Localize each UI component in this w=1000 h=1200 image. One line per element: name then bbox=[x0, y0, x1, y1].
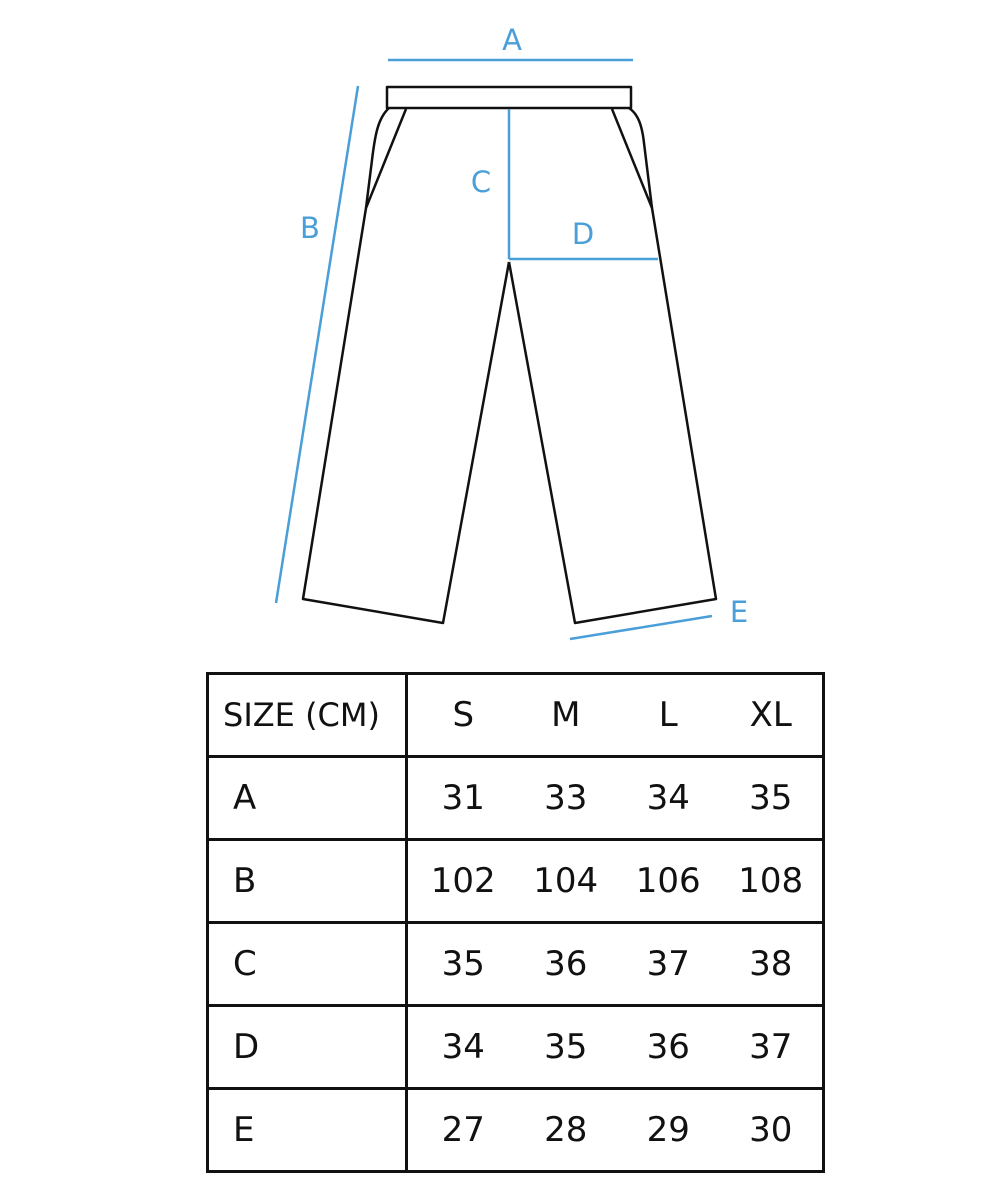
size-table-header bbox=[208, 674, 824, 757]
measure-line-b bbox=[276, 86, 358, 603]
row-label: D bbox=[233, 1027, 260, 1067]
size-chart-table bbox=[206, 672, 825, 1173]
cell-value: 36 bbox=[544, 944, 588, 984]
row-values-cell bbox=[407, 840, 824, 923]
measure-label-c: C bbox=[470, 165, 492, 199]
size-header-m: M bbox=[551, 695, 581, 735]
measure-label-a: A bbox=[502, 23, 522, 57]
cell-value: 104 bbox=[533, 861, 599, 901]
cell-value: 34 bbox=[441, 1027, 485, 1067]
right-leg-outline bbox=[509, 108, 716, 623]
cell-value: 30 bbox=[749, 1110, 793, 1150]
waistband bbox=[387, 87, 631, 108]
cell-value: 102 bbox=[430, 861, 496, 901]
cell-value: 31 bbox=[441, 778, 485, 818]
table-row bbox=[208, 923, 824, 1006]
size-header-label: SIZE (CM) bbox=[223, 696, 380, 734]
size-header-s: S bbox=[452, 695, 475, 735]
cell-value: 33 bbox=[544, 778, 588, 818]
cell-value: 27 bbox=[441, 1110, 485, 1150]
cell-value: 108 bbox=[738, 861, 804, 901]
measure-label-b: B bbox=[300, 211, 320, 245]
size-header-xl: XL bbox=[749, 695, 792, 735]
table-row bbox=[208, 1089, 824, 1172]
row-label-cell bbox=[208, 1089, 407, 1172]
cell-value: 37 bbox=[749, 1027, 793, 1067]
measure-label-e: E bbox=[729, 595, 749, 629]
cell-value: 38 bbox=[749, 944, 793, 984]
row-label: E bbox=[233, 1110, 255, 1150]
row-label: C bbox=[233, 944, 257, 984]
row-label-cell bbox=[208, 1006, 407, 1089]
table-row bbox=[208, 757, 824, 840]
row-label-cell bbox=[208, 757, 407, 840]
cell-value: 35 bbox=[544, 1027, 588, 1067]
table-row bbox=[208, 1006, 824, 1089]
row-values-cell bbox=[407, 923, 824, 1006]
row-label: B bbox=[233, 861, 257, 901]
row-label-cell bbox=[208, 840, 407, 923]
size-header-values-cell bbox=[407, 674, 824, 757]
cell-value: 28 bbox=[544, 1110, 588, 1150]
size-header-label-cell bbox=[208, 674, 407, 757]
measure-label-d: D bbox=[571, 217, 595, 251]
table-row bbox=[208, 840, 824, 923]
row-values-cell bbox=[407, 757, 824, 840]
row-label: A bbox=[233, 778, 257, 818]
cell-value: 36 bbox=[646, 1027, 690, 1067]
cell-value: 34 bbox=[646, 778, 690, 818]
size-header-l: L bbox=[658, 695, 678, 735]
cell-value: 29 bbox=[646, 1110, 690, 1150]
row-values-cell bbox=[407, 1089, 824, 1172]
cell-value: 106 bbox=[635, 861, 701, 901]
row-label-cell bbox=[208, 923, 407, 1006]
cell-value: 35 bbox=[441, 944, 485, 984]
cell-value: 37 bbox=[646, 944, 690, 984]
row-values-cell bbox=[407, 1006, 824, 1089]
cell-value: 35 bbox=[749, 778, 793, 818]
